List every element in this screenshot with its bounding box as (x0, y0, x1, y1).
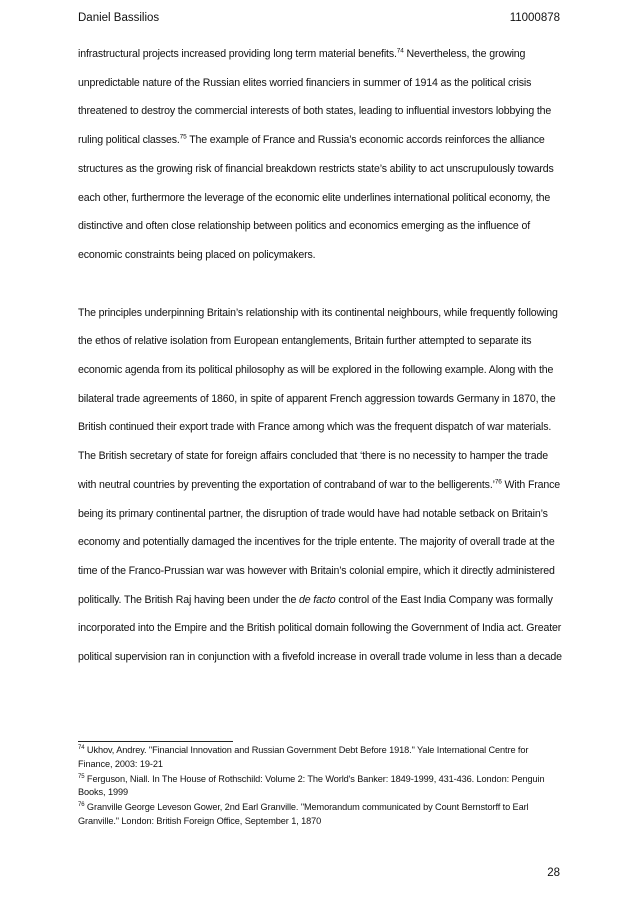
footnote-75 (78, 773, 562, 801)
footnote-number: 76 (78, 802, 85, 809)
footnote-74 (78, 744, 562, 772)
footnotes (78, 744, 562, 830)
footnote-text: Ukhov, Andrey. "Financial Innovation and Russian Government Debt Before 1918." Yale International Centre for Finance, 2003: 19-21 (78, 745, 529, 769)
footnote-ref-74: 74 (396, 47, 404, 55)
footnote-ref-75: 75 (179, 133, 187, 141)
page-header (78, 12, 560, 28)
header-student-id: 11000878 (509, 12, 560, 24)
footnote-text: Granville George Leveson Gower, 2nd Earl Granville. "Memorandum communicated by Count Bernstorff to Earl Granville." London: British Foreign Office, September 1, 1870 (78, 802, 529, 826)
header-author: Daniel Bassilios (78, 12, 160, 24)
body-text (78, 40, 562, 672)
paragraph-1 (78, 40, 562, 270)
paragraph-2-part-3: control of the East India Company was formally incorporated into the Empire and the British political domain following the Government of India act. Greater political supervision ran in conjunction with a fivefold increase in overall trade volume in less than a decade (78, 593, 562, 664)
paragraph-2-part-2: With France being its primary continental partner, the disruption of trade would have had notable setback on Britain’s economy and potentially damaged the incentives for the triple entente. The majority of overall trade at the time of the Franco-Prussian war was however with Britain’s colonial empire, which it directly administered politically. The British Raj having been under the (78, 478, 561, 606)
footnote-ref-76: 76 (494, 478, 502, 486)
paragraph-2 (78, 299, 562, 672)
paragraph-1-part-3: The example of France and Russia’s economic accords reinforces the alliance structures as the growing risk of financial breakdown restricts state’s ability to act unscrupulously towards each other, furthermore the leverage of the economic elite underlines international political economy, the distinctive and often close relationship between politics and economics emerging as the influence of economic constraints being placed on policymakers. (78, 134, 554, 261)
paragraph-1-part-2: Nevertheless, the growing unpredictable nature of the Russian elites worried financiers in summer of 1914 as the political crisis threatened to destroy the commercial interests of both states, leading to influential investors lobbying the ruling political classes. (78, 48, 552, 147)
footnote-number: 74 (78, 744, 85, 751)
paragraph-1-part-1: infrastructural projects increased providing long term material benefits. (78, 48, 397, 60)
footnote-separator (78, 741, 233, 742)
footnote-number: 75 (78, 773, 85, 780)
footnote-76 (78, 801, 562, 829)
footnote-text: Ferguson, Niall. In The House of Rothschild: Volume 2: The World's Banker: 1849-1999, 431-436. London: Penguin Books, 1999 (78, 773, 545, 798)
italic-de-facto: de facto (299, 593, 336, 606)
paragraph-2-part-1: The principles underpinning Britain’s relationship with its continental neighbours, while frequently following the ethos of relative isolation from European entanglements, Britain further attempted to separate its economic agenda from its political philosophy as will be explored in the following example. Along with the bilateral trade agreements of 1860, in spite of apparent French aggression towards Germany in 1870, the British continued their export trade with France among which was the frequent dispatch of war materials. The British secretary of state for foreign affairs concluded that ‘there is no necessity to hamper the trade with neutral countries by preventing the exportation of contraband of war to the belligerents.’ (78, 306, 558, 491)
page-number: 28 (547, 867, 560, 879)
